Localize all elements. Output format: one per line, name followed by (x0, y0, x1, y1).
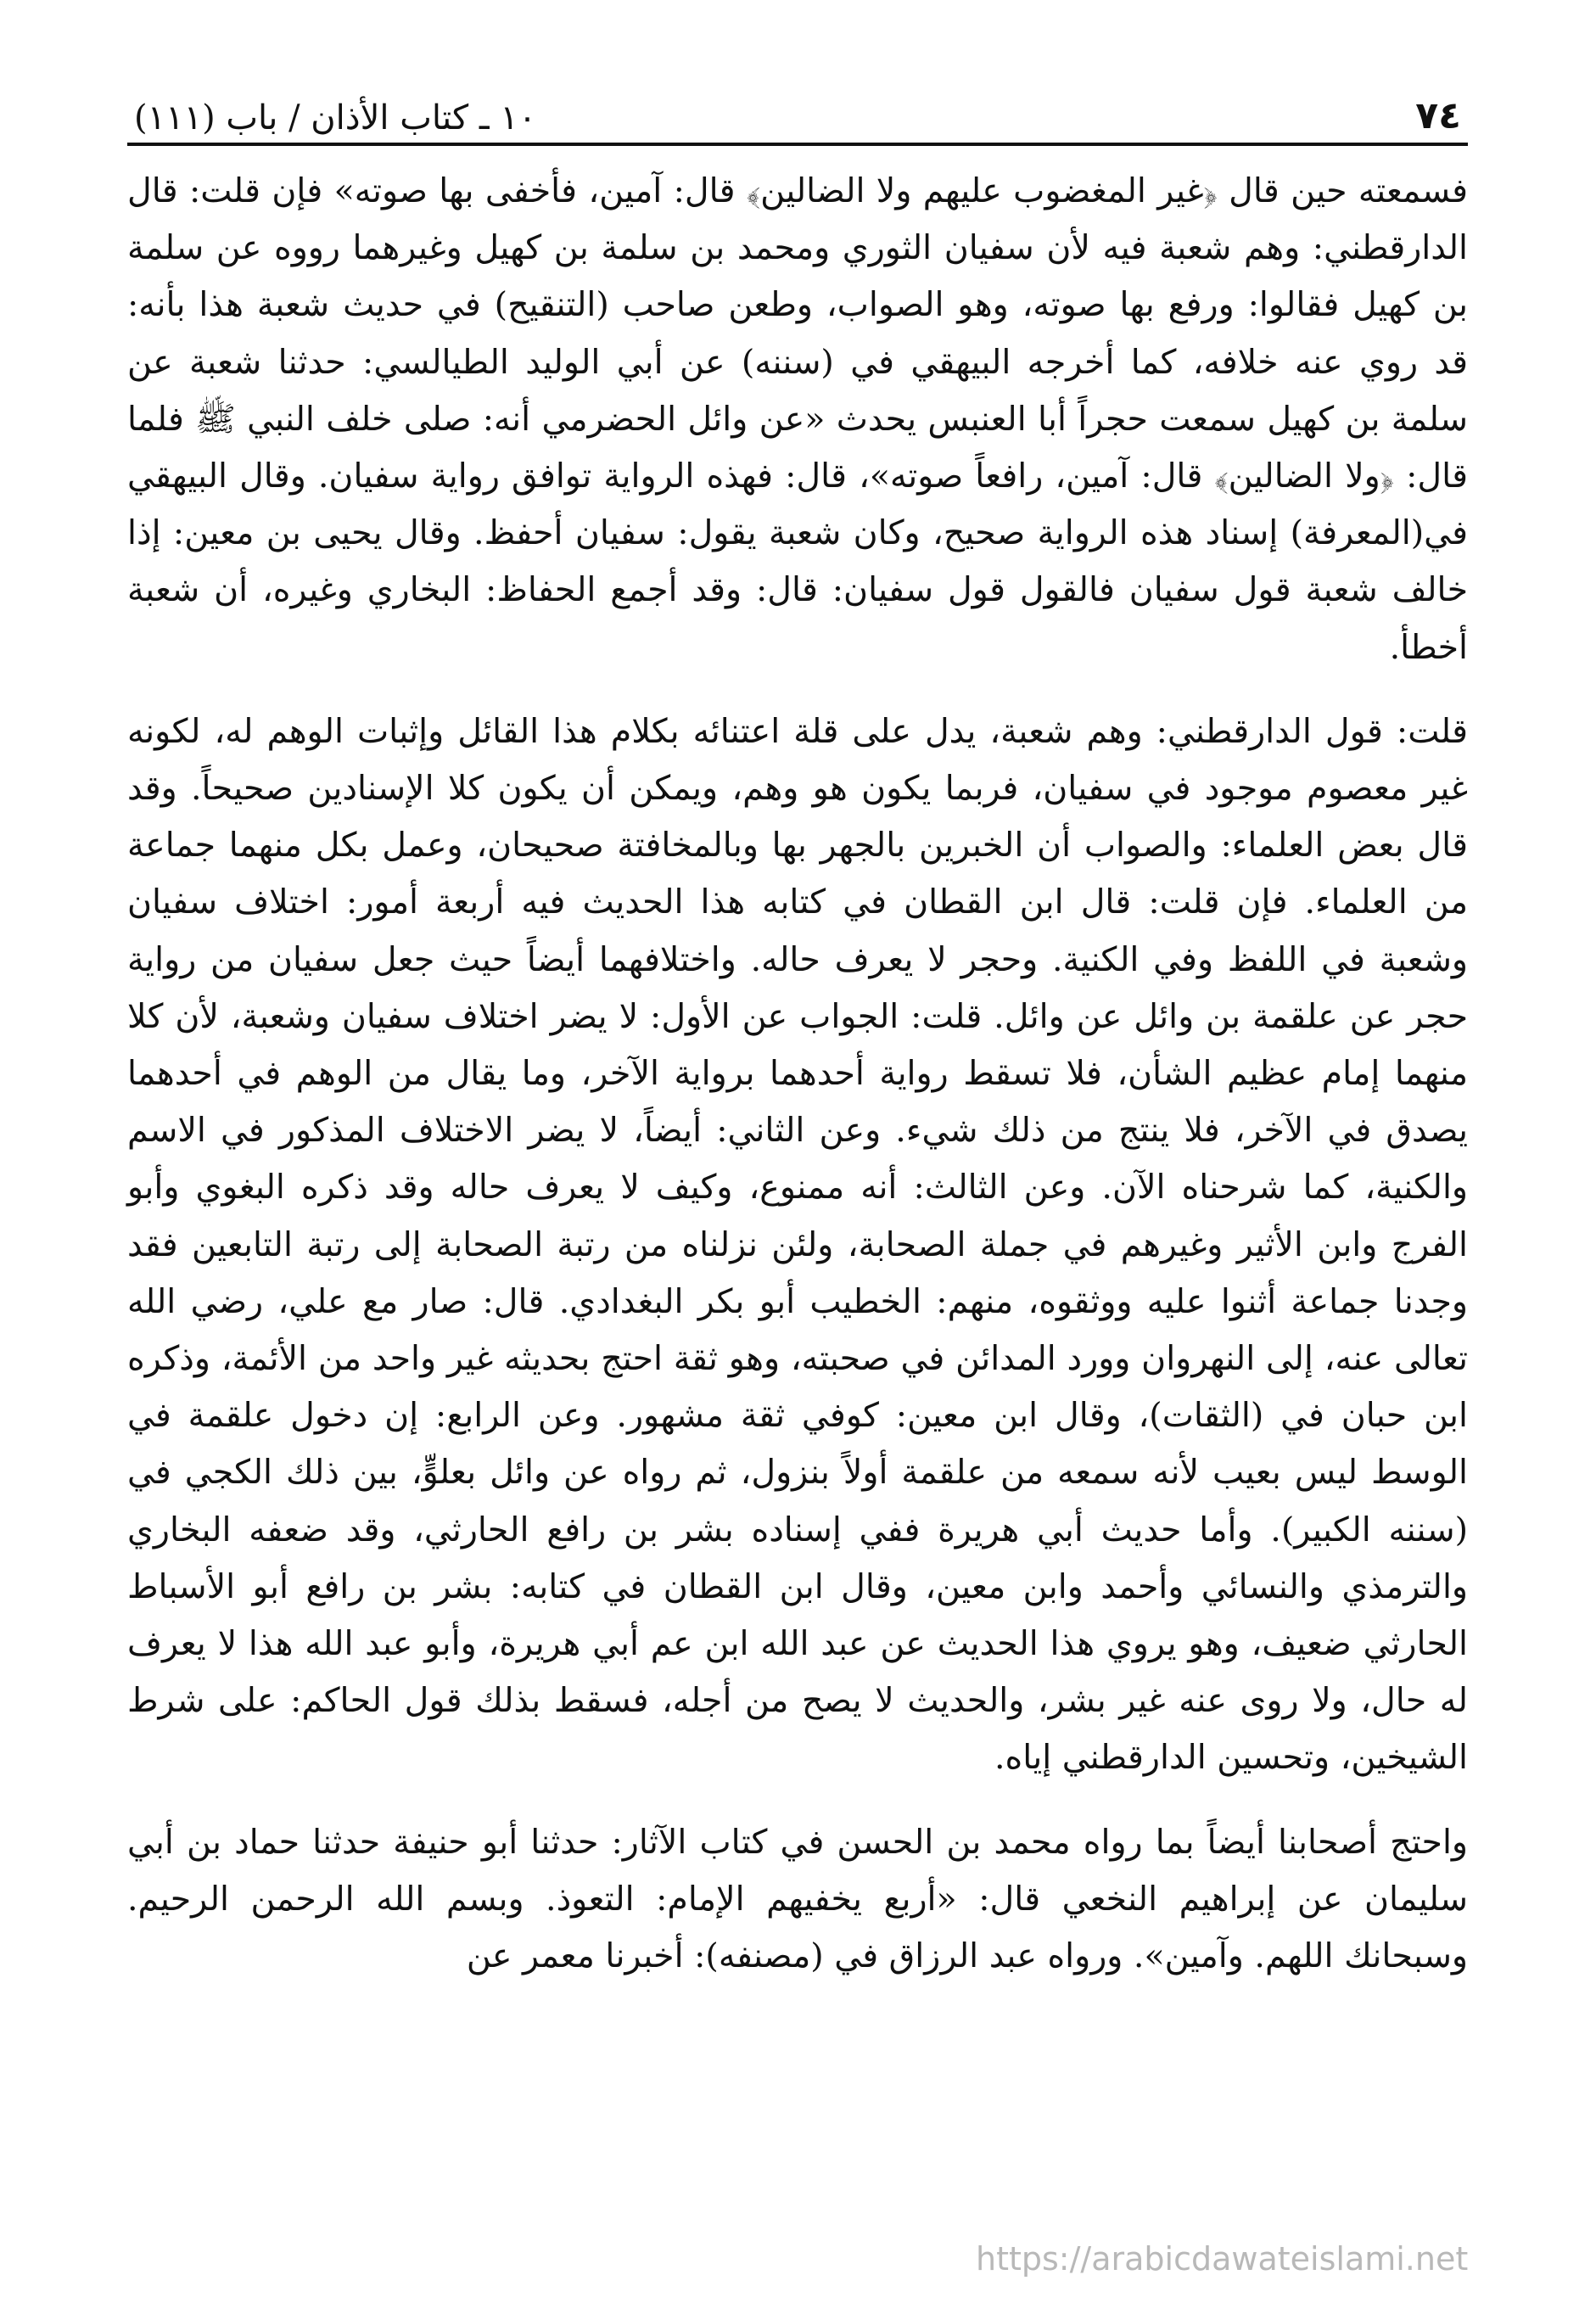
running-title: ١٠ ـ كتاب الأذان / باب (١١١) (134, 98, 537, 137)
paragraph-2: قلت: قول الدارقطني: وهم شعبة، يدل على قلة اعتنائه بكلام هذا القائل وإثبات الوهم له، لكونه غير معصوم موجود في سفيان، فربما يكون هو وهم، ويمكن أن يكون كلا الإسنادين صحيحاً. وقد قال بعض العلماء: والصواب أن الخبرين بالجهر بها وبالمخافتة صحيحان، وعمل بكل منهما جماعة من العلماء. فإن قلت: قال ابن القطان في كتابه هذا الحديث فيه أربعة أمور: اختلاف سفيان وشعبة في اللفظ وفي الكنية. وحجر لا يعرف حاله. واختلافهما أيضاً حيث جعل سفيان من رواية حجر عن علقمة بن وائل عن وائل. قلت: الجواب عن الأول: لا يضر اختلاف سفيان وشعبة، لأن كلا منهما إمام عظيم الشأن، فلا تسقط رواية أحدهما برواية الآخر، وما يقال من الوهم في أحدهما يصدق في الآخر، فلا ينتج من ذلك شيء. وعن الثاني: أيضاً، لا يضر الاختلاف المذكور في الاسم والكنية، كما شرحناه الآن. وعن الثالث: أنه ممنوع، وكيف لا يعرف حاله وقد ذكره البغوي وأبو الفرج وابن الأثير وغيرهم في جملة الصحابة، ولئن نزلناه من رتبة الصحابة إلى رتبة التابعين فقد وجدنا جماعة أثنوا عليه ووثقوه، منهم: الخطيب أبو بكر البغدادي. قال: صار مع علي، رضي الله تعالى عنه، إلى النهروان وورد المدائن في صحبته، وهو ثقة احتج بحديثه غير واحد من الأئمة، وذكره ابن حبان في (الثقات)، وقال ابن معين: كوفي ثقة مشهور. وعن الرابع: إن دخول علقمة في الوسط ليس بعيب لأنه سمعه من علقمة أولاً بنزول، ثم رواه عن وائل بعلوٍّ، بين ذلك الكجي في (سننه الكبير). وأما حديث أبي هريرة ففي إسناده بشر بن رافع الحارثي، وقد ضعفه البخاري والترمذي والنسائي وأحمد وابن معين، وقال ابن القطان في كتابه: بشر بن رافع أبو الأسباط الحارثي ضعيف، وهو يروي هذا الحديث عن عبد الله ابن عم أبي هريرة، وأبو عبد الله هذا لا يعرف له حال، ولا روى عنه غير بشر، والحديث لا يصح من أجله، فسقط بذلك قول الحاكم: على شرط الشيخين، وتحسين الدارقطني إياه. (127, 711, 1469, 1778)
header-divider (127, 143, 1468, 146)
book-page (127, 85, 1468, 2257)
page-number: ٧٤ (1415, 94, 1461, 137)
paragraph-3: واحتج أصحابنا أيضاً بما رواه محمد بن الحسن في كتاب الآثار: حدثنا أبو حنيفة حدثنا حماد بن أبي سليمان عن إبراهيم النخعي قال: «أربع يخفيهم الإمام: التعوذ. وبسم الله الرحمن الرحيم. وسبحانك اللهم. وآمين». ورواه عبد الرزاق في (مصنفه): أخبرنا معمر عن (127, 1822, 1468, 1976)
page-header (127, 85, 1468, 137)
website-watermark: https://arabicdawateislami.net (976, 2240, 1469, 2278)
paragraph-1: فسمعته حين قال ﴿غير المغضوب عليهم ولا الضالين﴾ قال: آمين، فأخفى بها صوته» فإن قلت: قال الدارقطني: وهم شعبة فيه لأن سفيان الثوري ومحمد بن سلمة بن كهيل وغيرهما رووه عن سلمة بن كهيل فقالوا: ورفع بها صوته، وهو الصواب، وطعن صاحب (التنقيح) في حديث شعبة هذا بأنه: قد روي عنه خلافه، كما أخرجه البيهقي في (سننه) عن أبي الوليد الطيالسي: حدثنا شعبة عن سلمة بن كهيل سمعت حجراً أبا العنبس يحدث «عن وائل الحضرمي أنه: صلى خلف النبي ﷺ فلما قال: ﴿ولا الضالين﴾ قال: آمين، رافعاً صوته»، قال: فهذه الرواية توافق رواية سفيان. وقال البيهقي في(المعرفة) إسناد هذه الرواية صحيح، وكان شعبة يقول: سفيان أحفظ. وقال يحيى بن معين: إذا خالف شعبة قول سفيان فالقول قول سفيان: قال: وقد أجمع الحفاظ: البخاري وغيره، أن شعبة أخطأ. (127, 171, 1468, 667)
